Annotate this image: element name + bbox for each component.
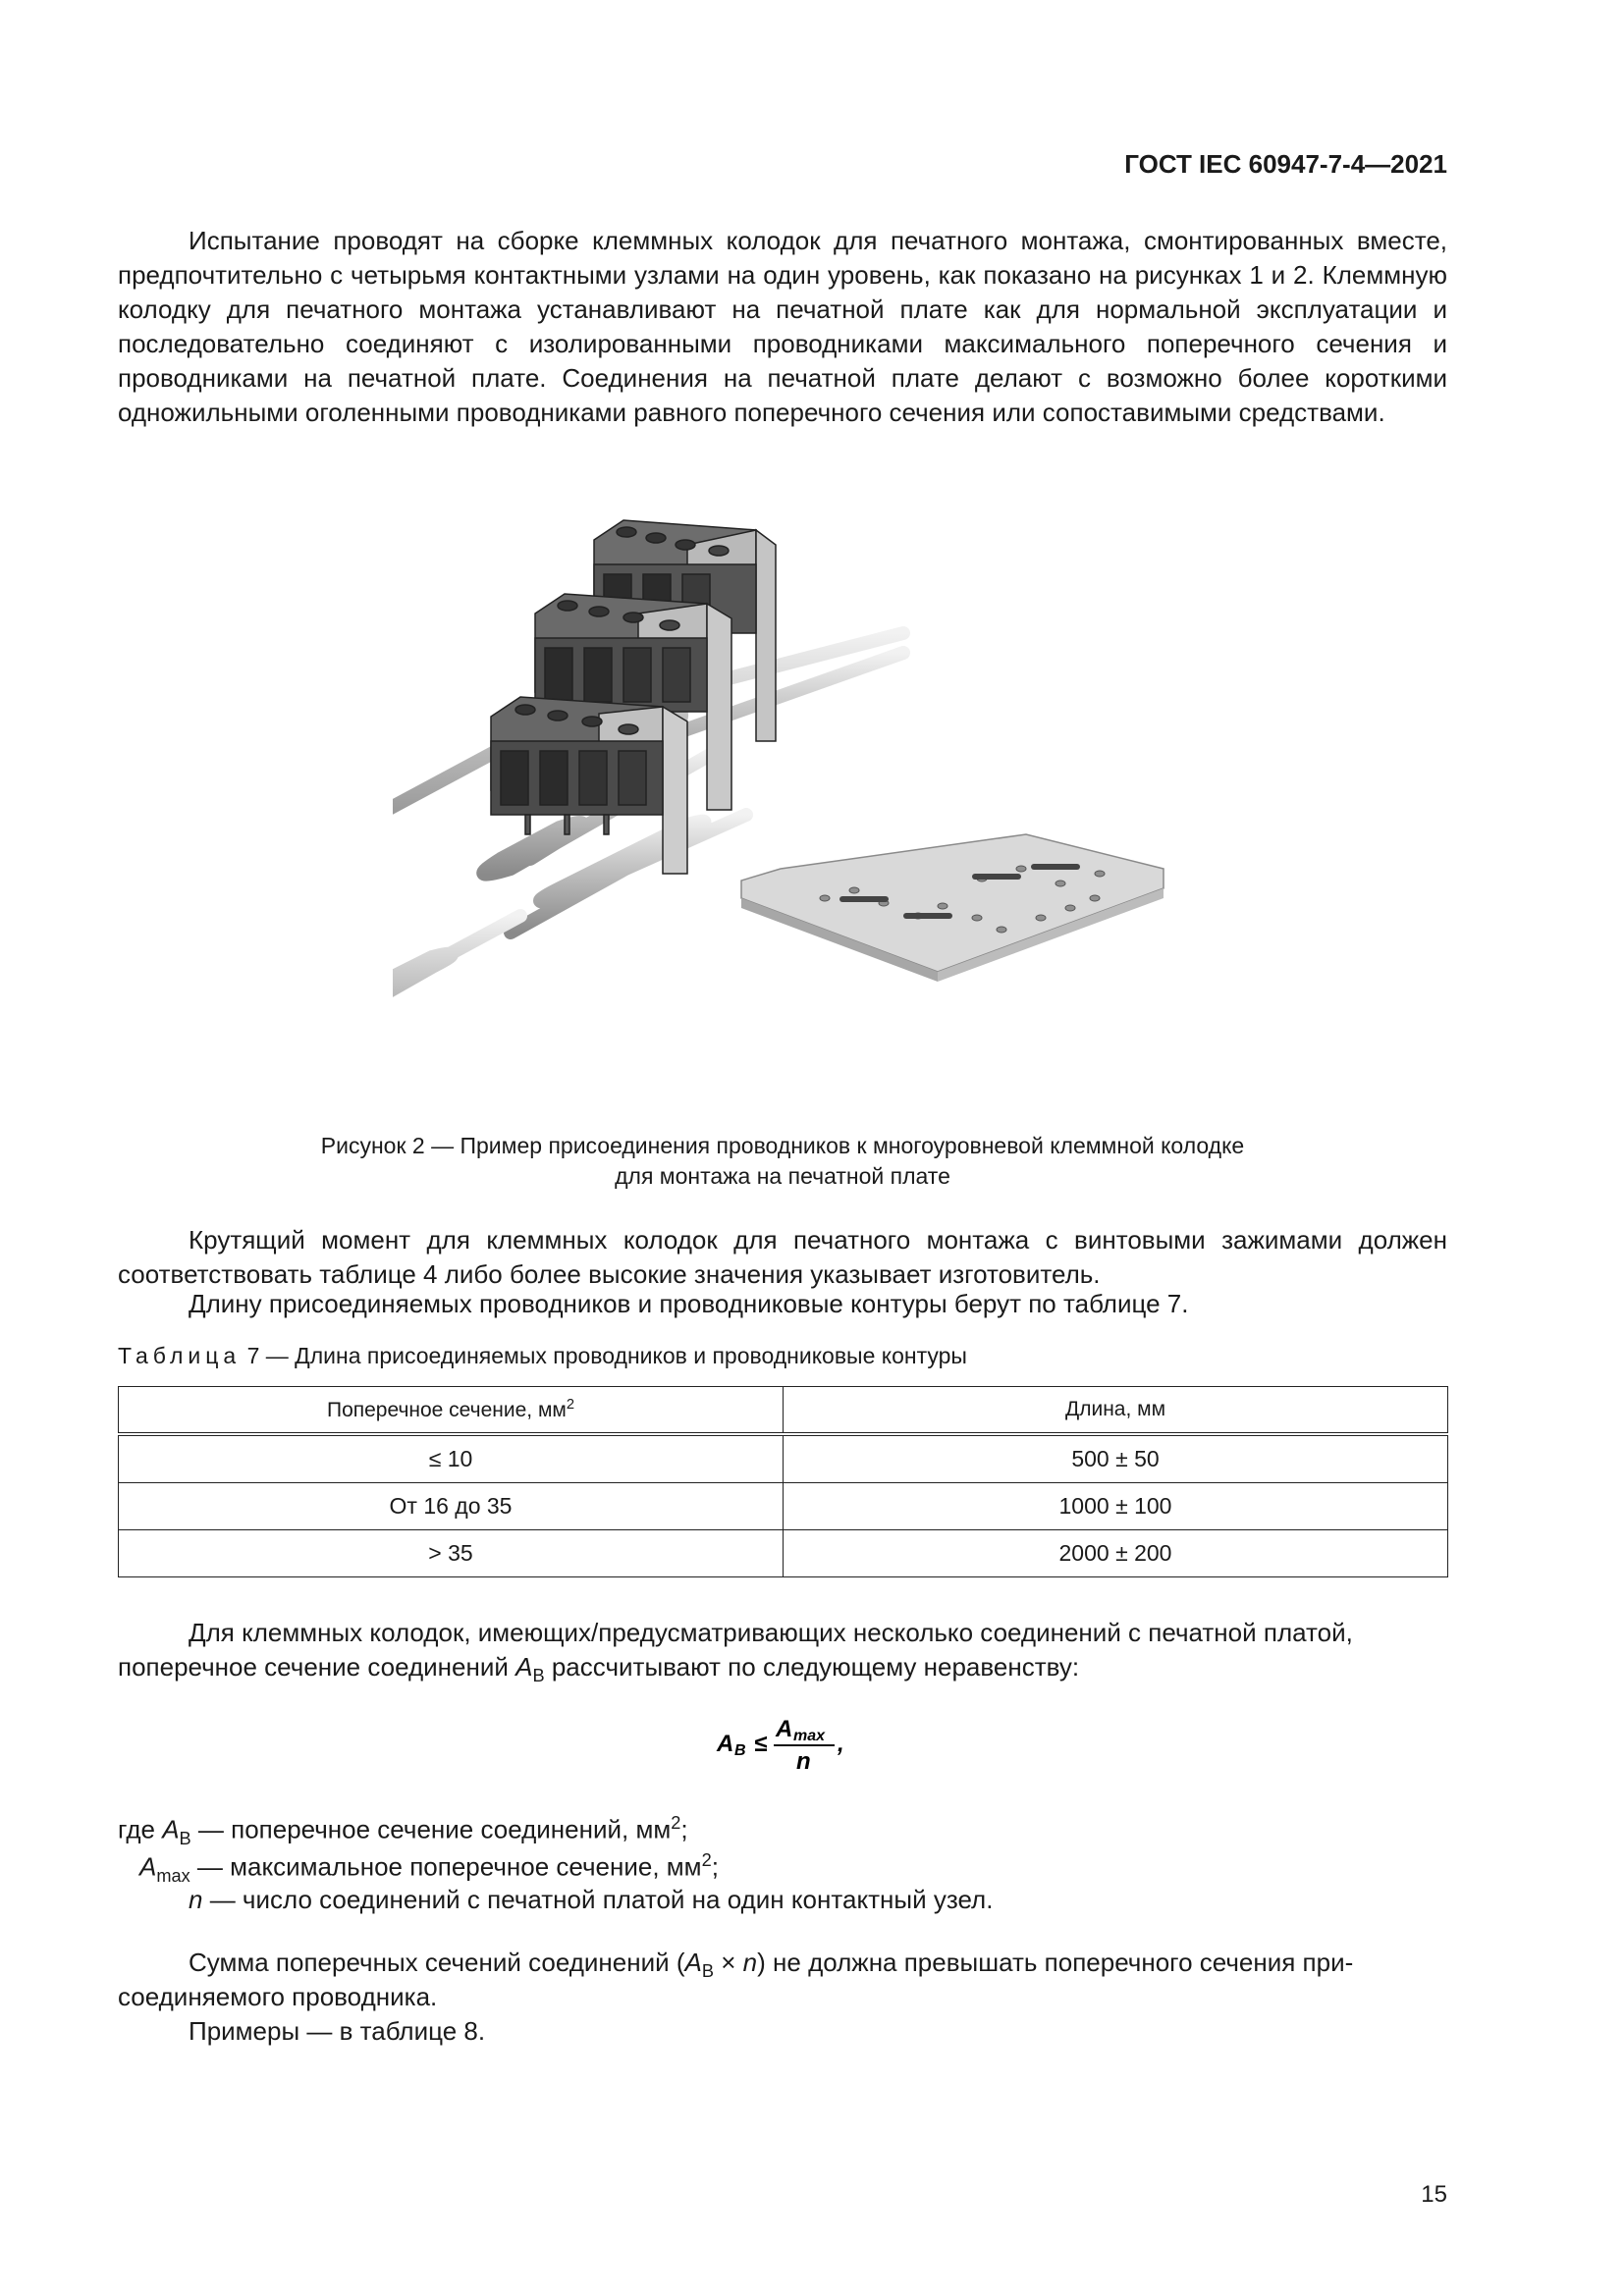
paragraph-multi-line1: Для клеммных колодок, имеющих/предусматривающих несколько соединений с печатной платой, xyxy=(189,1618,1353,1647)
cell-section: От 16 до 35 xyxy=(119,1483,784,1530)
inequality-formula xyxy=(712,1710,908,1779)
table-7 xyxy=(118,1386,1448,1577)
table-label: Таблица xyxy=(118,1343,242,1368)
figure-caption xyxy=(118,1131,1447,1192)
table-row xyxy=(119,1483,1448,1530)
where-row-1: где $A_B$ — поперечное сечение соединений, $мм^2$; xyxy=(118,1813,688,1848)
cell-section: ≤ 10 xyxy=(119,1434,784,1483)
table-7-title xyxy=(118,1343,967,1369)
paragraph-length: Длину присоединяемых проводников и проводниковые контуры берут по таблице 7. xyxy=(189,1289,1189,1318)
where-row-2: $A_{max}$ — максимальное поперечное сечение, $мм^2$; xyxy=(139,1850,719,1886)
paragraph-sum-line1: Сумма поперечных сечений соединений $(A_B \times n)$ не должна превышать поперечного сечения при- xyxy=(189,1948,1354,1982)
header-cross-section: Поперечное сечение, $мм^2$ xyxy=(119,1387,784,1435)
formula-lhs: A xyxy=(717,1731,734,1757)
formula-denominator: n xyxy=(796,1748,811,1775)
formula-numerator-sub: max xyxy=(793,1728,826,1744)
paragraph-examples: Примеры — в таблице 8. xyxy=(189,2016,486,2046)
caption-line-2: для монтажа на печатной плате xyxy=(615,1163,950,1189)
cell-length: 2000 ± 200 xyxy=(784,1530,1448,1577)
figure-terminal-block-assembly xyxy=(393,486,1178,1095)
page-header-standard-id: ГОСТ IEC 60947-7-4—2021 xyxy=(1124,149,1447,179)
pcb-board xyxy=(741,834,1164,972)
formula-numerator: A xyxy=(776,1716,793,1742)
table-header-row xyxy=(119,1387,1448,1435)
header-length: Длина, мм xyxy=(784,1387,1448,1435)
table-row xyxy=(119,1530,1448,1577)
caption-line-1: Рисунок 2 — Пример присоединения проводников к многоуровневой клеммной колодке xyxy=(320,1133,1245,1158)
table-title-text: 7 — Длина присоединяемых проводников и проводниковые контуры xyxy=(246,1343,967,1368)
formula-lhs-sub: B xyxy=(734,1742,746,1759)
paragraph-multi-line2: поперечное сечение соединений $A_B$ рассчитывают по следующему неравенству: xyxy=(118,1652,1080,1686)
cell-length: 500 ± 50 xyxy=(784,1434,1448,1483)
page-number: 15 xyxy=(1421,2181,1447,2208)
cell-section: > 35 xyxy=(119,1530,784,1577)
cell-length: 1000 ± 100 xyxy=(784,1483,1448,1530)
paragraph-torque: Крутящий момент для клеммных колодок для печатного монтажа с винтовыми зажимами должен соответствовать таблице 4 либо более высокие значения указывает изготовитель. xyxy=(118,1225,1447,1289)
formula-trailing: , xyxy=(838,1731,844,1757)
paragraph-sum-line2: соединяемого проводника. xyxy=(118,1982,438,2011)
where-row-3: n — число соединений с печатной платой на один контактный узел. xyxy=(189,1885,994,1914)
table-row xyxy=(119,1434,1448,1483)
formula-relation: ≤ xyxy=(754,1731,768,1757)
terminal-block-illustration xyxy=(393,486,1178,1095)
intro-paragraph: Испытание проводят на сборке клеммных колодок для печатного монтажа, смонтированных вместе, предпочтительно с четырьмя контактными узлами на один уровень, как показано на рисунках 1 и 2. Клеммную колодку для печатного монтажа устанавливают на печатной плате как для нормальной эксплуатации и последовательно соединяют с изолированными проводниками максимального поперечного сечения и проводниками на печатной плате. Соединения на печатной плате делают с возможно более короткими одножильными оголенными проводниками равного поперечного сечения или сопоставимыми средствами. xyxy=(118,226,1447,427)
